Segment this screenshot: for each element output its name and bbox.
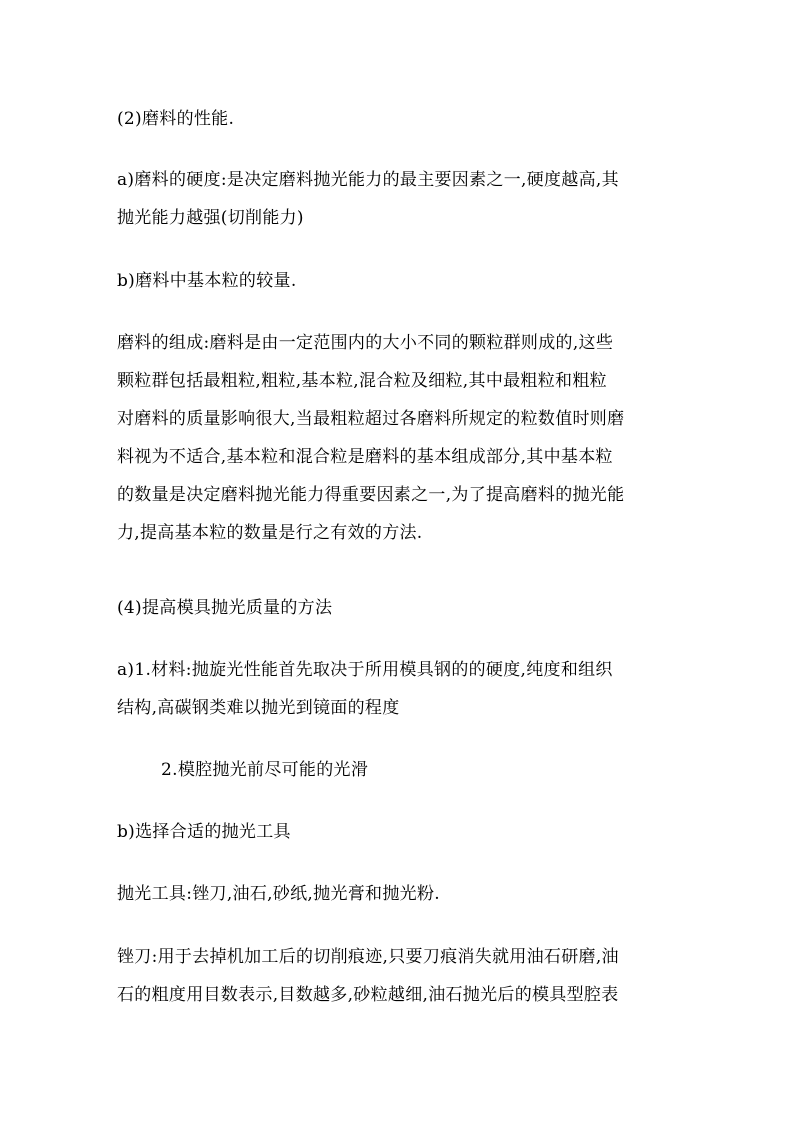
paragraph-file-line-2: 石的粗度用目数表示,目数越多,砂粒越细,油石抛光后的模具型腔表 <box>117 985 619 1005</box>
paragraph-composition-line-1: 磨料的组成:磨料是由一定范围内的大小不同的颗粒群则成的,这些 <box>117 333 614 353</box>
paragraph-material-line-1: a)1.材料:抛旋光性能首先取决于所用模具钢的的硬度,纯度和组织 <box>117 660 613 680</box>
paragraph-hardness-line-2: 抛光能力越强(切削能力) <box>117 208 304 228</box>
paragraph-material-line-2: 结构,高碳钢类难以抛光到镜面的程度 <box>117 698 400 718</box>
paragraph-composition-line-6: 力,提高基本粒的数量是行之有效的方法. <box>117 523 423 543</box>
paragraph-heading-polishing-quality: (4)提高模具抛光质量的方法 <box>117 598 333 618</box>
paragraph-file-line-1: 锉刀:用于去掉机加工后的切削痕迹,只要刀痕消失就用油石研磨,油 <box>117 947 619 967</box>
paragraph-composition-line-5: 的数量是决定磨料抛光能力得重要因素之一,为了提高磨料的抛光能 <box>117 485 625 505</box>
paragraph-composition-line-2: 颗粒群包括最粗粒,粗粒,基本粒,混合粒及细粒,其中最粗粒和粗粒 <box>117 371 607 391</box>
paragraph-basic-grain: b)磨料中基本粒的较量. <box>117 271 297 291</box>
paragraph-hardness-line-1: a)磨料的硬度:是决定磨料抛光能力的最主要因素之一,硬度越高,其 <box>117 170 619 190</box>
paragraph-cavity-smooth: 2.模腔抛光前尽可能的光滑 <box>161 760 369 780</box>
paragraph-polishing-tools: 抛光工具:锉刀,油石,砂纸,抛光膏和抛光粉. <box>117 884 440 904</box>
paragraph-select-tools: b)选择合适的抛光工具 <box>117 822 291 842</box>
paragraph-heading-abrasive-properties: (2)磨料的性能. <box>117 109 235 129</box>
paragraph-composition-line-3: 对磨料的质量影响很大,当最粗粒超过各磨料所规定的粒数值时则磨 <box>117 409 625 429</box>
paragraph-composition-line-4: 料视为不适合,基本粒和混合粒是磨料的基本组成部分,其中基本粒 <box>117 447 613 467</box>
